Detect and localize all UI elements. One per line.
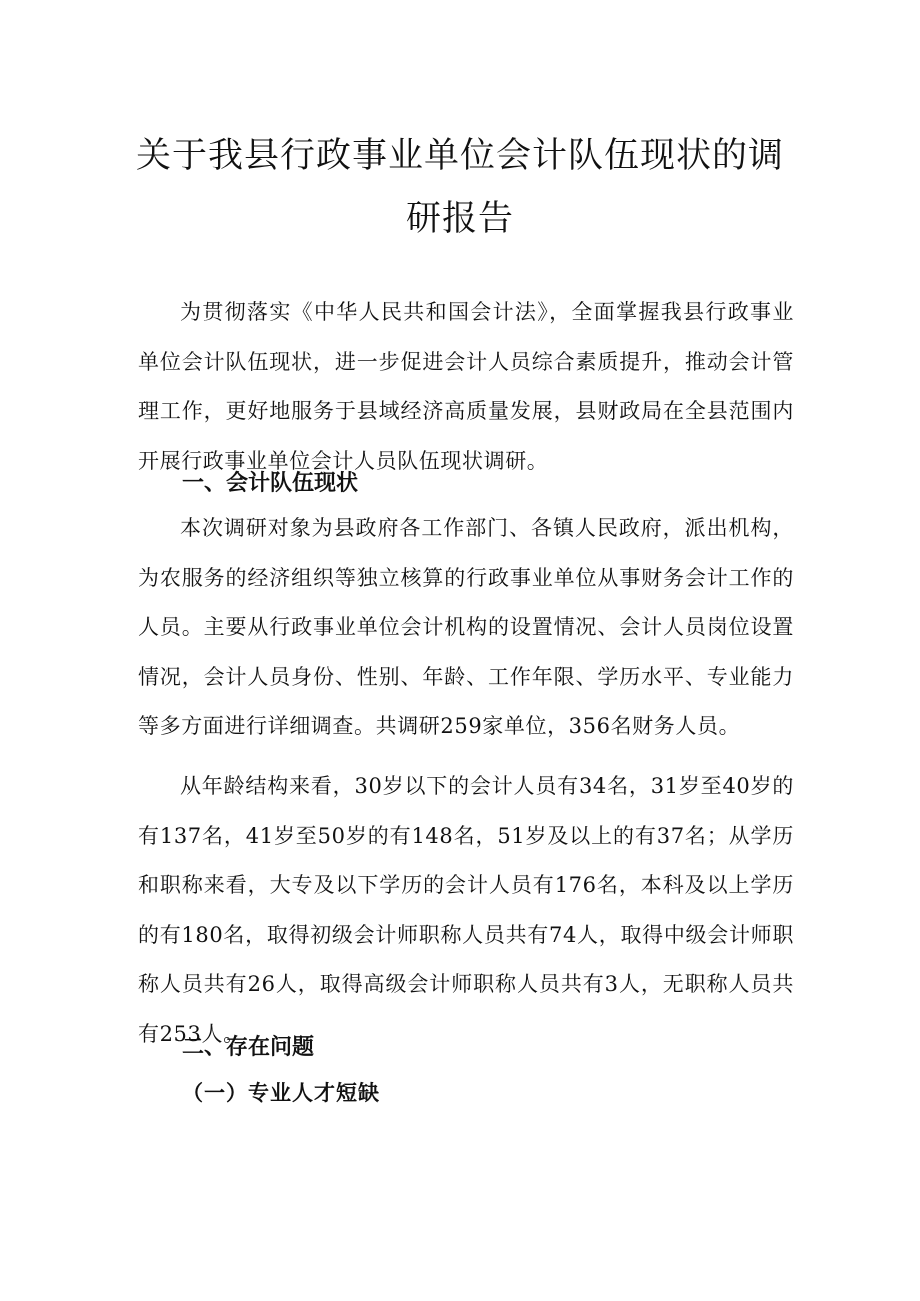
document-title-line-2: 研报告 (405, 199, 514, 239)
section-1-paragraph-1: 本次调研对象为县政府各工作部门、各镇人民政府，派出机构，为农服务的经济组织等独立核算的行政事业单位从事财务会计工作的人员。主要从行政事业单位会计机构的设置情况、会计人员岗位设置情况，会计人员身份、性别、年龄、工作年限、学历水平、专业能力等多方面进行详细调查。共调研259家单位，356名财务人员。 (138, 516, 794, 738)
document-title-line-1: 关于我县行政事业单位会计队伍现状的调 (135, 136, 784, 176)
section-2-heading: 二、存在问题 (182, 1035, 315, 1060)
section-1-paragraph-2: 从年龄结构来看，30岁以下的会计人员有34名，31岁至40岁的有137名，41岁至50岁的有148名，51岁及以上的有37名；从学历和职称来看，大专及以下学历的会计人员有176名，本科及以上学历的有180名，取得初级会计师职称人员共有74人，取得中级会计师职称人员共有26人，取得高级会计师职称人员共有3人，无职称人员共有253人。 (138, 774, 794, 1046)
section-1-heading: 一、会计队伍现状 (182, 471, 359, 496)
section-2-subheading-1: （一）专业人才短缺 (182, 1080, 380, 1105)
intro-paragraph: 为贯彻落实《中华人民共和国会计法》，全面掌握我县行政事业单位会计队伍现状，进一步促进会计人员综合素质提升，推动会计管理工作，更好地服务于县域经济高质量发展，县财政局在全县范围内开展行政事业单位会计人员队伍现状调研。 (138, 300, 794, 473)
